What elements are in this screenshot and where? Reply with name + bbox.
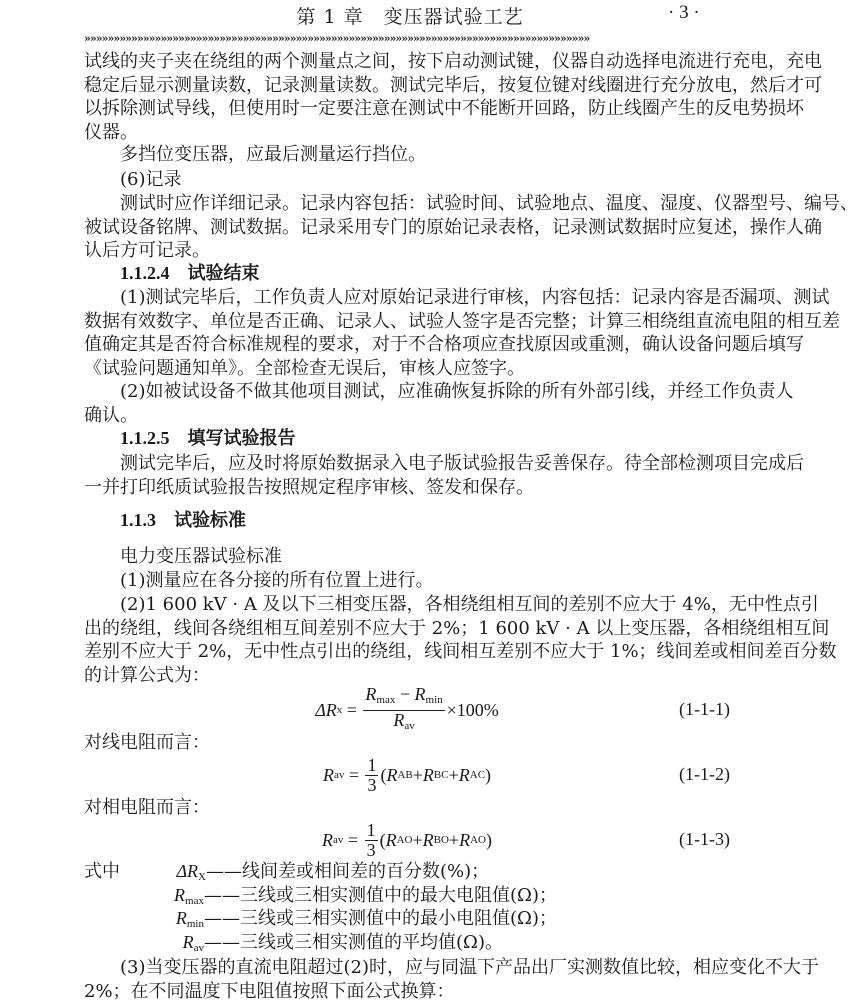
section-title: 试验标准 (174, 510, 246, 531)
section-heading-1-1-3 (84, 509, 766, 533)
section-heading-1-1-2-5 (84, 427, 766, 451)
paragraph-standard-2 (84, 593, 730, 687)
section-heading-1-1-2-4 (84, 262, 766, 286)
paragraph-standard-3 (84, 956, 730, 1003)
section-number: 1.1.2.4 (120, 263, 170, 283)
text-line: 2%；在不同温度下电阻值按照下面公式换算： (84, 980, 730, 1003)
text-line: 仪器。 (84, 121, 730, 145)
paragraph-standard-title (84, 545, 730, 569)
running-header-title: 第 1 章 变压器试验工艺 (0, 2, 820, 29)
paragraph-standard-1 (84, 569, 730, 593)
equation-number: (1-1-3) (679, 829, 730, 850)
text-line: 稳定后显示测量读数，记录测量读数。测试完毕后，按复位键对线圈进行充分放电，然后才可 (84, 74, 730, 98)
text-line: 确认。 (84, 404, 730, 428)
fraction: $\frac{R_{max} - R_{min}}{R_{av}}$ (363, 685, 444, 736)
text-line: 一并打印纸质试验报告按照规定程序审核、签发和保存。 (84, 476, 730, 500)
text-line: (2)1 600 kV · A 及以下三相变压器，各相绕组相互间的差别不应大于 4%，无中性点引 (84, 593, 730, 617)
text-line: 值确定其是否符合标准规程的要求，对于不合格项应查找原因或重测，确认设备问题后填写 (84, 333, 730, 357)
text-line: 数据有效数字、单位是否正确、记录人、试验人签字是否完整；计算三相绕组直流电阻的相互差 (84, 310, 730, 334)
eq-symbol: ΔR (315, 700, 337, 721)
paragraph-test-procedure (84, 50, 730, 144)
text-line: 对线电阻而言： (84, 731, 730, 755)
text-line: (3)当变压器的直流电阻超过(2)时，应与同温下产品出厂实测数值比较，相应变化不大于 (84, 956, 730, 980)
text-line: (6)记录 (84, 168, 730, 192)
text-line: 被试设备铭牌、测试数据。记录采用专门的原始记录表格，记录测试数据时应复述，操作人确 (84, 216, 730, 240)
text-line: 测试完毕后，应及时将原始数据录入电子版试验报告妥善保存。待全部检测项目完成后 (84, 452, 730, 476)
definition-row: $R_{max}$ ——三线或三相实测值中的最大电阻值(Ω)； (84, 884, 557, 908)
equation-1-1-2: R av = $\frac{1}{3}$ ( R AB + R BC + R AC ) (1-1-2) (84, 753, 730, 797)
paragraph-report (84, 452, 730, 499)
text-line: 认后方可记录。 (84, 239, 730, 263)
eq-subscript: x (337, 704, 343, 716)
section-title: 试验结束 (188, 263, 260, 284)
paragraph-multi-tap (84, 143, 730, 167)
definition-row: 式中 $\Delta R_X$ ——线间差或相间差的百分数(%)； (84, 860, 557, 884)
symbol-definitions (84, 860, 557, 954)
section-number: 1.1.3 (120, 510, 156, 530)
paragraph-review (84, 286, 730, 380)
paragraph-record-heading (84, 168, 730, 192)
text-line: 多挡位变压器，应最后测量运行挡位。 (84, 143, 730, 167)
section-number: 1.1.2.5 (120, 428, 170, 448)
text-line: 电力变压器试验标准 (84, 545, 730, 569)
fraction: $\frac{1}{3}$ (365, 756, 378, 795)
fraction: $\frac{1}{3}$ (365, 821, 378, 860)
text-line: (1)测量应在各分接的所有位置上进行。 (84, 569, 730, 593)
definition-row: $R_{min}$ ——三线或三相实测值中的最小电阻值(Ω)； (84, 907, 557, 931)
text-line: 出的绕组，线间各绕组相互间差别不应大于 2%；1 600 kV · A 以上变压器，各相绕组相互间 (84, 617, 730, 641)
equation-1-1-1: ΔR x = $\frac{R_{max} - R_{min}}{R_{av}}$ ×100% (1-1-1) (84, 688, 730, 732)
text-line: 《试验问题通知单》。全部检查无误后，审核人应签字。 (84, 357, 730, 381)
text-line: 测试时应作详细记录。记录内容包括：试验时间、试验地点、温度、湿度、仪器型号、编号、 (84, 192, 730, 216)
eq-tail: ×100% (447, 700, 499, 721)
equation-number: (1-1-1) (679, 699, 730, 720)
paragraph-phase-resistance (84, 796, 730, 820)
section-title: 填写试验报告 (188, 428, 296, 449)
text-line: 以拆除测试导线，但使用时一定要注意在测试中不能断开回路，防止线圈产生的反电势损坏 (84, 97, 730, 121)
text-line: 试线的夹子夹在绕组的两个测量点之间，按下启动测试键，仪器自动选择电流进行充电，充电 (84, 50, 730, 74)
definition-row: $R_{av}$ ——三线或三相实测值的平均值(Ω)。 (84, 931, 557, 955)
equation-number: (1-1-2) (679, 764, 730, 785)
text-line: 的计算公式为： (84, 664, 730, 688)
paragraph-line-resistance (84, 731, 730, 755)
paragraph-record (84, 192, 730, 263)
header-rule: »»»»»»»»»»»»»»»»»»»»»»»»»»»»»»»»»»»»»»»»»»»»»»»»»»»»»»»»»»»»»»»»»»»»»»»»»»»»»»»»»»»»»» (84, 33, 730, 45)
paragraph-restore (84, 380, 730, 427)
page-number: · 3 · (668, 2, 700, 24)
text-line: 对相电阻而言： (84, 796, 730, 820)
equation-1-1-3: R av = $\frac{1}{3}$ ( R AO + R BO + R AO ) (1-1-3) (84, 818, 730, 862)
text-line: (1)测试完毕后，工作负责人应对原始记录进行审核，内容包括：记录内容是否漏项、测试 (84, 286, 730, 310)
text-line: (2)如被试设备不做其他项目测试，应准确恢复拆除的所有外部引线，并经工作负责人 (84, 380, 730, 404)
text-line: 差别不应大于 2%，无中性点引出的绕组，线间相互差别不应大于 1%；线间差或相间差百分数 (84, 640, 730, 664)
